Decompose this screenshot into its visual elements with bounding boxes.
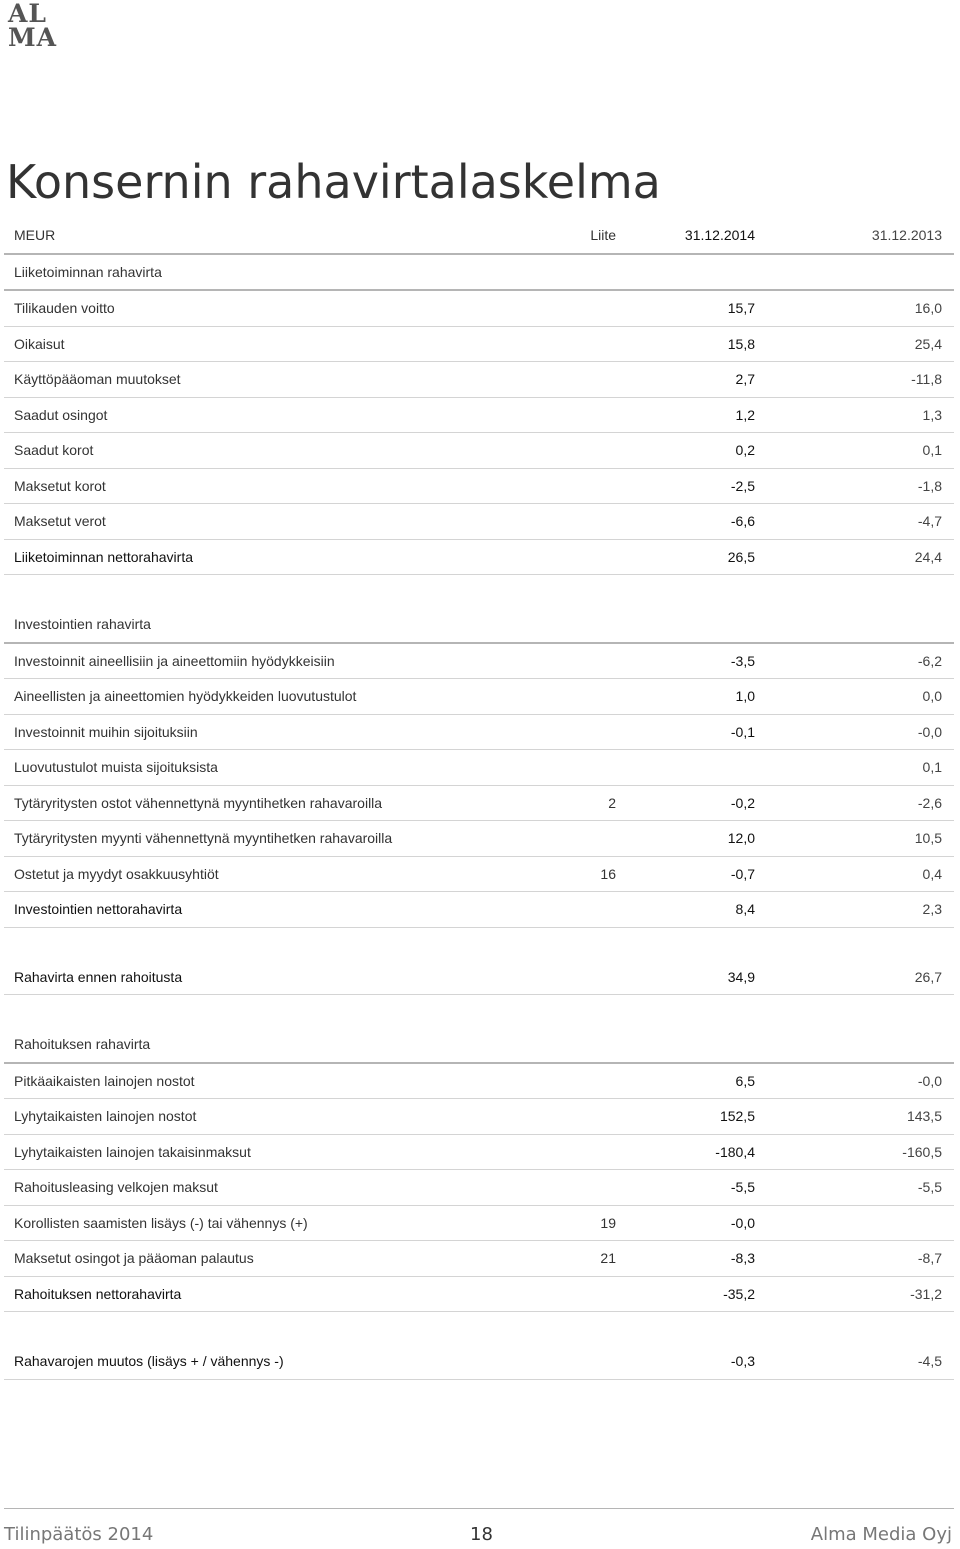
row-label: Tilikauden voitto [14,300,115,316]
table-row [4,821,954,857]
total-row: Liiketoiminnan nettorahavirta 26,5 24,4 [4,540,954,576]
header-note: Liite [590,227,616,243]
row-value-2013: 10,5 [914,830,942,846]
row-value-2014: 15,8 [727,335,755,352]
table-row [4,786,954,822]
before-financing-row: Rahavirta ennen rahoitusta 34,9 26,7 [4,960,954,996]
cash-flow-table [4,218,954,1380]
alma-logo [8,2,68,52]
row-value-2013: -2,6 [917,794,942,811]
page-title: Konsernin rahavirtalaskelma [6,155,661,209]
row-value-2014: -3,5 [730,652,755,669]
footer-divider [4,1508,954,1509]
cash-change-row: Rahavarojen muutos (lisäys + / vähennys -) -0,3 -4,5 [4,1344,954,1380]
row-label: Investoinnit muihin sijoituksiin [14,723,198,740]
row-value-2014: -8,3 [730,1250,755,1266]
row-label: Maksetut verot [14,513,106,529]
row-value-2014: 1,2 [735,406,755,423]
row-value-2013: 0,1 [922,442,942,458]
row-note: 16 [600,865,616,882]
row-value-2014: -180,4 [715,1143,755,1160]
row-value-2013: 1,3 [922,406,942,423]
section-heading: Investointien rahavirta [4,607,954,644]
table-row [4,1241,954,1277]
row-label: Korollisten saamisten lisäys (-) tai vähennys (+) [14,1214,308,1231]
row-value-2014: -0,2 [730,794,755,811]
row-value-2013: 0,0 [922,688,942,704]
table-row [4,291,954,327]
row-label: Oikaisut [14,335,65,352]
row-value-2014: -6,6 [730,513,755,529]
row-value-2014: -5,5 [730,1179,755,1195]
table-row [4,644,954,680]
row-value-2013: -8,7 [917,1250,942,1266]
row-label: Lyhytaikaisten lainojen nostot [14,1108,197,1124]
row-value-2013: -160,5 [902,1143,942,1160]
table-row [4,433,954,469]
row-label: Lyhytaikaisten lainojen takaisinmaksut [14,1143,251,1160]
row-value-2013: 0,1 [922,759,942,775]
table-row [4,750,954,786]
operating-rows [4,291,954,540]
row-value-2013: 0,4 [922,865,942,882]
table-row [4,362,954,398]
row-value-2014: 0,2 [735,442,755,458]
footer-company: Alma Media Oyj [810,1524,952,1545]
row-label: Maksetut osingot ja pääoman palautus [14,1250,254,1266]
row-value-2013: -5,5 [917,1179,942,1195]
row-value-2014: 12,0 [727,830,755,846]
table-row [4,1064,954,1100]
table-row [4,504,954,540]
table-row [4,398,954,434]
header-col-2014: 31.12.2014 [684,227,755,243]
row-label: Investoinnit aineellisiin ja aineettomiin hyödykkeisiin [14,652,335,669]
row-value-2014: -0,1 [730,723,755,740]
table-row [4,469,954,505]
table-row [4,1135,954,1171]
section-heading: Rahoituksen rahavirta [4,1027,954,1064]
spacer [4,995,954,1027]
row-label: Saadut osingot [14,406,108,423]
row-label: Tytäryritysten myynti vähennettynä myyntihetken rahavaroilla [14,830,393,846]
row-label: Rahoitusleasing velkojen maksut [14,1179,218,1195]
total-row: Investointien nettorahavirta 8,4 2,3 [4,892,954,928]
row-note: 19 [600,1214,616,1231]
row-value-2013: 143,5 [906,1108,942,1124]
row-value-2014: 15,7 [727,300,755,316]
financing-rows [4,1064,954,1277]
row-value-2014: 2,7 [735,371,755,387]
table-row [4,715,954,751]
row-value-2013: -11,8 [911,371,942,387]
row-value-2013: -6,2 [917,652,942,669]
spacer [4,928,954,960]
row-label: Ostetut ja myydyt osakkuusyhtiöt [14,865,219,882]
footer-report-name: Tilinpäätös 2014 [4,1524,154,1545]
row-label: Luovutustulot muista sijoituksista [14,759,218,775]
table-row [4,1170,954,1206]
row-label: Saadut korot [14,442,94,458]
total-row: Rahoituksen nettorahavirta -35,2 -31,2 [4,1277,954,1313]
investing-rows [4,644,954,893]
row-label: Maksetut korot [14,477,106,494]
row-value-2013: 25,4 [914,335,942,352]
table-row [4,1206,954,1242]
row-value-2014: 1,0 [735,688,755,704]
row-value-2013: -0,0 [917,723,942,740]
table-row [4,679,954,715]
row-note: 21 [600,1250,616,1266]
row-value-2014: -0,0 [730,1214,755,1231]
row-value-2013: -0,0 [917,1072,942,1089]
header-unit: MEUR [14,227,56,243]
table-row [4,327,954,363]
row-value-2014: 152,5 [719,1108,755,1124]
header-col-2013: 31.12.2013 [871,227,942,243]
row-value-2013: -1,8 [917,477,942,494]
row-label: Käyttöpääoman muutokset [14,371,181,387]
table-header [4,218,954,255]
logo-line-2: MA [8,23,58,52]
row-value-2013: 16,0 [914,300,942,316]
row-value-2013: -4,7 [917,513,942,529]
row-value-2014: -2,5 [730,477,755,494]
row-label: Aineellisten ja aineettomien hyödykkeiden luovutustulot [14,688,357,704]
row-note: 2 [608,794,616,811]
spacer [4,1312,954,1344]
section-heading: Liiketoiminnan rahavirta [4,255,954,292]
table-row [4,857,954,893]
logo-line-1: AL [8,0,47,28]
table-row [4,1099,954,1135]
row-label: Pitkäaikaisten lainojen nostot [14,1072,195,1089]
row-label: Tytäryritysten ostot vähennettynä myyntihetken rahavaroilla [14,794,383,811]
page-number: 18 [470,1524,493,1545]
row-value-2014: -0,7 [730,865,755,882]
spacer [4,575,954,607]
row-value-2014: 6,5 [735,1072,755,1089]
